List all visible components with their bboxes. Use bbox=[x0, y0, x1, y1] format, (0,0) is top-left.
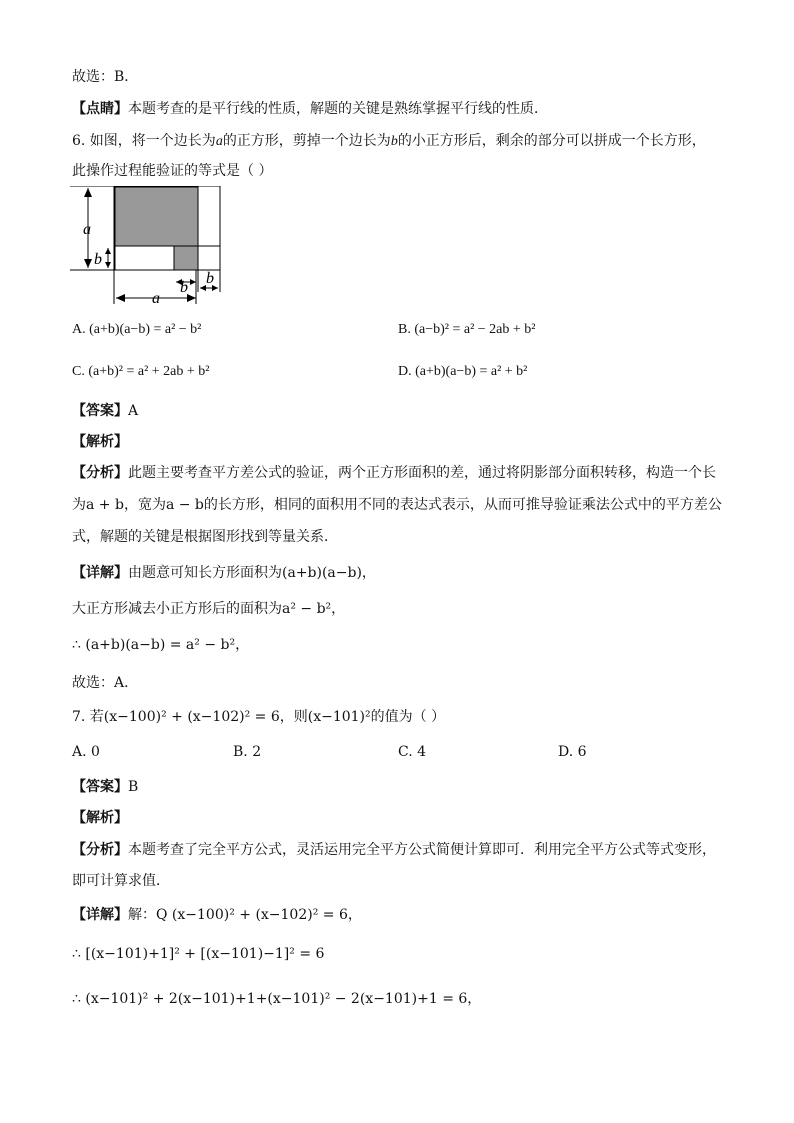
xiangjie-7-line3: ∴ (x−101)² + 2(x−101)+1+(x−101)² − 2(x−101)+1 = 6， bbox=[72, 991, 482, 1007]
comment-text: 本题考查的是平行线的性质，解题的关键是熟练掌握平行线的性质． bbox=[128, 101, 548, 117]
label-a-bottom: a bbox=[152, 290, 160, 307]
fenxi-6-line3: 式，解题的关键是根据图形找到等量关系． bbox=[72, 529, 338, 545]
answer-value: B bbox=[128, 779, 139, 795]
answer-tag: 【答案】 bbox=[72, 403, 128, 419]
question-6-stem-2: 此操作过程能验证的等式是（ ） bbox=[72, 163, 273, 179]
q6-var-b: b bbox=[390, 134, 398, 149]
xiangjie-tag: 【详解】 bbox=[72, 907, 128, 923]
conclusion-prev: 故选：B． bbox=[72, 69, 139, 85]
answer-value: A bbox=[128, 403, 139, 419]
q6-option-c[interactable]: C. (a+b)² = a² + 2ab + b² bbox=[72, 364, 210, 379]
answer-6 bbox=[72, 400, 138, 420]
xiangjie-6-line3: ∴ (a+b)(a−b) = a² − b²， bbox=[72, 637, 250, 653]
question-6-stem bbox=[72, 130, 706, 150]
xiangjie-text-1: 解：Q (x−100)² + (x−102)² = 6， bbox=[128, 907, 362, 923]
xiangjie-text-1: 由题意可知长方形面积为(a+b)(a−b)， bbox=[128, 565, 376, 581]
xiangjie-6-line1 bbox=[72, 562, 376, 582]
xiangjie-6-line2: 大正方形减去小正方形后的面积为a² − b²， bbox=[72, 601, 346, 617]
comment-tag: 【点睛】 bbox=[72, 101, 128, 117]
xiangjie-tag: 【详解】 bbox=[72, 565, 128, 581]
answer-7 bbox=[72, 776, 138, 796]
label-b-vertical: b bbox=[94, 251, 102, 268]
fenxi-7-line2: 即可计算求值． bbox=[72, 873, 170, 889]
q6-text-a: 6. 如图，将一个边长为 bbox=[72, 133, 216, 149]
label-b-inner: b bbox=[180, 279, 188, 296]
fenxi-text-1: 本题考查了完全平方公式，灵活运用完全平方公式简便计算即可．利用完全平方公式等式变形， bbox=[128, 842, 716, 858]
q6-option-d[interactable]: D. (a+b)(a−b) = a² + b² bbox=[398, 364, 528, 379]
q7-option-c[interactable]: C. 4 bbox=[398, 744, 427, 760]
q6-option-a[interactable]: A. (a+b)(a−b) = a² − b² bbox=[72, 322, 202, 337]
label-b-right: b bbox=[206, 270, 214, 287]
label-a-vertical: a bbox=[83, 221, 91, 238]
fenxi-6-line2: 为a + b，宽为a − b的长方形，相同的面积用不同的表达式表示，从而可推导验证乘法公式中的平方差公 bbox=[72, 497, 722, 513]
question-7-stem: 7. 若(x−100)² + (x−102)² = 6，则(x−101)²的值为（ ） bbox=[72, 709, 446, 725]
fenxi-7-line1 bbox=[72, 839, 716, 859]
q6-text-b: 的正方形，剪掉一个边长为 bbox=[222, 133, 391, 149]
analysis-7-tag: 【解析】 bbox=[72, 810, 128, 826]
fenxi-tag: 【分析】 bbox=[72, 465, 128, 481]
fenxi-text-1: 此题主要考查平方差公式的验证，两个正方形面积的差，通过将阴影部分面积转移，构造一个长 bbox=[128, 465, 716, 481]
q6-option-b[interactable]: B. (a−b)² = a² − 2ab + b² bbox=[398, 322, 536, 337]
q7-option-a[interactable]: A. 0 bbox=[72, 744, 100, 760]
fenxi-6-line1 bbox=[72, 462, 716, 482]
square-figure bbox=[70, 186, 230, 308]
comment-prev bbox=[72, 98, 548, 118]
q6-var-a: a bbox=[215, 134, 223, 149]
fenxi-tag: 【分析】 bbox=[72, 842, 128, 858]
xiangjie-7-line2: ∴ [(x−101)+1]² + [(x−101)−1]² = 6 bbox=[72, 946, 325, 962]
q6-text-c: 的小正方形后，剩余的部分可以拼成一个长方形， bbox=[397, 133, 706, 149]
xiangjie-7-line1 bbox=[72, 904, 362, 924]
shaded-main bbox=[115, 187, 198, 246]
conclusion-6: 故选：A． bbox=[72, 675, 139, 691]
q7-option-b[interactable]: B. 2 bbox=[233, 744, 262, 760]
shaded-small bbox=[174, 246, 198, 270]
analysis-6-tag: 【解析】 bbox=[72, 434, 128, 450]
q7-option-d[interactable]: D. 6 bbox=[558, 744, 587, 760]
answer-tag: 【答案】 bbox=[72, 779, 128, 795]
